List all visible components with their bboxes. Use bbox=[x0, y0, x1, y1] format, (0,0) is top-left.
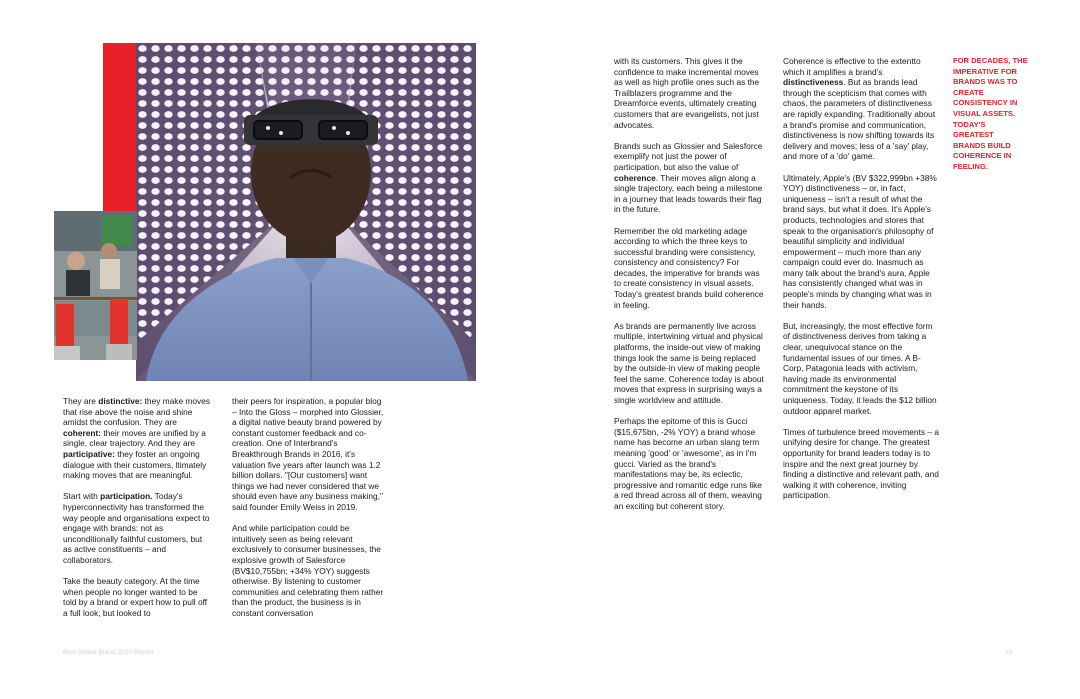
crowd-illustration bbox=[54, 211, 137, 360]
hero-portrait-photo bbox=[136, 43, 476, 381]
paragraph: their peers for inspiration, a popular blog – Into the Gloss – morphed into Glossier, a digital native beauty brand powered by constant customer feedback and co-creation. One of Interbrand's Breakthrough Brands in 2016, it's valuation five years after launch was 1.2 billion dollars. "[Our customers] want things we had never considered that we should even have any business making," said founder Emily Weiss in 2019. bbox=[232, 396, 384, 512]
paragraph: They are distinctive: they make moves that rise above the noise and shine amidst the confusion. They are coherent: their moves are unified by a single, clear trajectory. And they are participative: they foster an ongoing dialogue with their customers, ltimately making moves that are meaningful. bbox=[63, 396, 211, 481]
body-column-1 bbox=[63, 396, 211, 629]
inset-crowd-photo bbox=[54, 211, 137, 360]
paragraph: As brands are permanently live across multiple, intertwining virtual and physical platforms, the inside-out view of making things look the same is being replaced by the outside-in view of making people feel the same. Coherence today is about moves that express in surprising ways a single worldview and attitude. bbox=[614, 320, 764, 405]
paragraph: Take the beauty category. At the time when people no longer wanted to be told by a brand or expert how to pull off a full look, but looked to bbox=[63, 576, 208, 618]
body-column-4 bbox=[783, 56, 939, 512]
paragraph: Perhaps the epitome of this is Gucci ($15,675bn, -2% YOY) a brand whose name has become an urban slang term meaning 'good' or 'awesome', as in I'm gucci. Varied as the brand's manifestations may be, its eclectic, progressive and romantic edge runs like a red thread across all of them, weaving an exciting but coherent story. bbox=[614, 416, 762, 511]
paragraph: with its customers. This gives it the confidence to make incremental moves as well as high profile ones such as the Trailblazers programme and the Dreamforce events, ultimately creating customers that are evangelists, not just advocates. bbox=[614, 56, 760, 130]
red-accent-block bbox=[103, 43, 136, 211]
paragraph: But, increasingly, the most effective form of distinctiveness derives from taking a clear, unequivocal stance on the fundamental issues of our times. A B-Corp, Patagonia leads with activism, having made its environmental commitment the keystone of its uniqueness. Today, it leads the $12 billion outdoor apparel market. bbox=[783, 320, 937, 416]
paragraph: Start with participation. Today's hyperconnectivity has transformed the way people and organisations expect to engage with brands: not as unconditionally faithful customers, but as active constituents – and collaborators. bbox=[63, 491, 210, 565]
paragraph: Coherence is effective to the extentto which it amplifies a brand's distinctiveness. But as brands lead through the scepticism that comes with chaos, the parameters of distinctiveness are rapidly expanding. Traditionally about a brand's promise and communication, distinctiveness is now shifting towards its delivery and moves; less of a 'say' play, and more of a 'do' game. bbox=[783, 56, 936, 162]
body-column-2 bbox=[232, 396, 384, 629]
paragraph: And while participation could be intuitively seen as being relevant exclusively to consumer businesses, the explosive growth of Salesforce (BV$10,755bn; +34% YOY) suggests otherwise. By listening to customer communities and celebrating them rather than the product, the business is in constant conversation bbox=[232, 523, 384, 618]
footer-page-number: 15 bbox=[1005, 649, 1013, 656]
portrait-illustration bbox=[136, 43, 476, 381]
body-column-3 bbox=[614, 56, 765, 522]
footer-report-title: Best Global Brand 2020 Report bbox=[63, 649, 154, 656]
paragraph: Brands such as Glossier and Salesforce exemplify not just the power of participation, but also the value of coherence. Their moves align along a single trajectory, each being a milestone in a journey that leads towards their flag in the future. bbox=[614, 140, 763, 215]
paragraph: Ultimately, Apple's (BV $322,999bn +38% YOY) distinctiveness – or, in fact, uniqueness – isn't a result of what the brand says, but what it does. It's Apple's products, technologies and stores that speak to the organisation's philosophy of beautiful simplicity and individual empowerment – much more than any campaign could ever do. Inasmuch as many talk about the brand's aura, Apple has consistently changed what was in people's minds by changing what was in their hands. bbox=[783, 172, 937, 310]
pull-quote: FOR DECADES, THE IMPERATIVE FOR BRANDS WAS TO CREATE CONSISTENCY IN VISUAL ASSETS. TODAY'S GREATEST BRANDS BUILD COHERENCE IN FEELING. bbox=[953, 56, 1028, 171]
paragraph: Times of turbulence breed movements – a unifying desire for change. The greatest opportunity for brand leaders today is to inspire and the next great journey by finding a distinctive and relevant path, and walking it with coherence, inviting participation. bbox=[783, 426, 939, 501]
paragraph: Remember the old marketing adage according to which the three keys to successful branding were consistency, consistency and consistency? For decades, the imperative for brands was to create consistency in visual assets. Today's greatest brands build coherence in feeling. bbox=[614, 225, 764, 310]
